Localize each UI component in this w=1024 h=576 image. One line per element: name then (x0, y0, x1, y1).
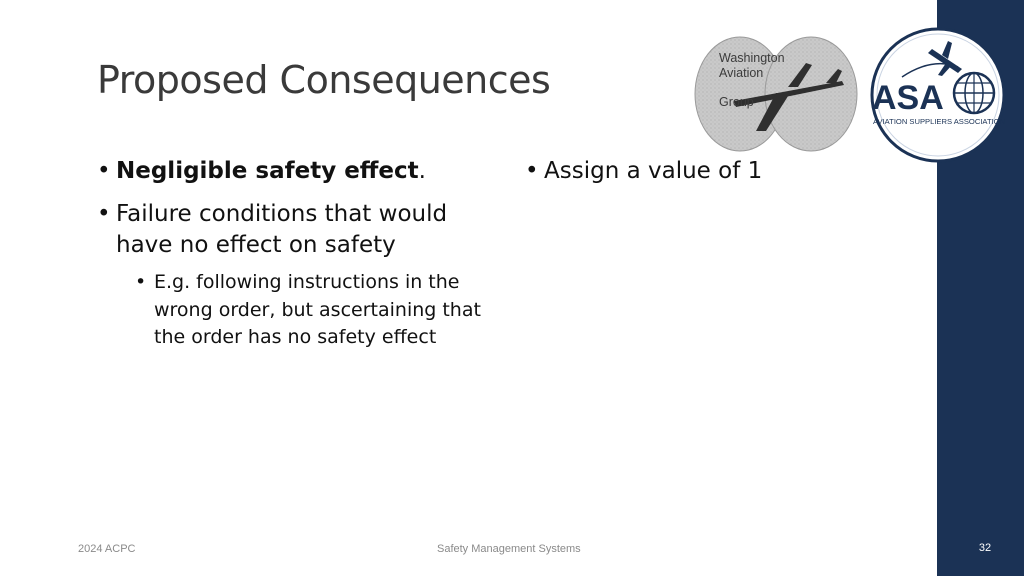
globe-icon (954, 73, 994, 113)
bullet-dot: • (97, 158, 111, 184)
wag-line-1: Washington (719, 51, 785, 65)
left-column (97, 156, 497, 352)
bullet-item (525, 156, 825, 187)
wag-line-3: Group (719, 95, 754, 109)
asa-letters: ASA (872, 79, 944, 117)
wag-line-2: Aviation (719, 66, 764, 80)
right-column (525, 156, 825, 199)
bullet-dot: • (97, 201, 111, 227)
bullet-dot: • (135, 271, 147, 293)
asa-logo (862, 27, 1014, 163)
bullet-dot: • (525, 158, 539, 184)
sub-bullet-item (135, 269, 497, 352)
bullet-text: Assign a value of 1 (544, 158, 763, 184)
asa-full-name: AVIATION SUPPLIERS ASSOCIATION (873, 117, 1006, 126)
page-number: 32 (978, 542, 992, 554)
bullet-bold-text: Negligible safety effect (116, 158, 419, 184)
bullet-text: Failure conditions that would have no effect on safety (116, 201, 448, 258)
footer-left-text: 2024 ACPC (78, 543, 136, 555)
slide-title: Proposed Consequences (97, 58, 551, 102)
bullet-item (97, 199, 497, 261)
bullet-text-rest: . (418, 158, 426, 184)
sub-bullet-text: E.g. following instructions in the wrong order, but ascertaining that the order has no safety effect (154, 271, 481, 348)
wag-logo-text (719, 51, 785, 110)
footer-center-text: Safety Management Systems (437, 543, 581, 555)
bullet-item (97, 156, 497, 187)
